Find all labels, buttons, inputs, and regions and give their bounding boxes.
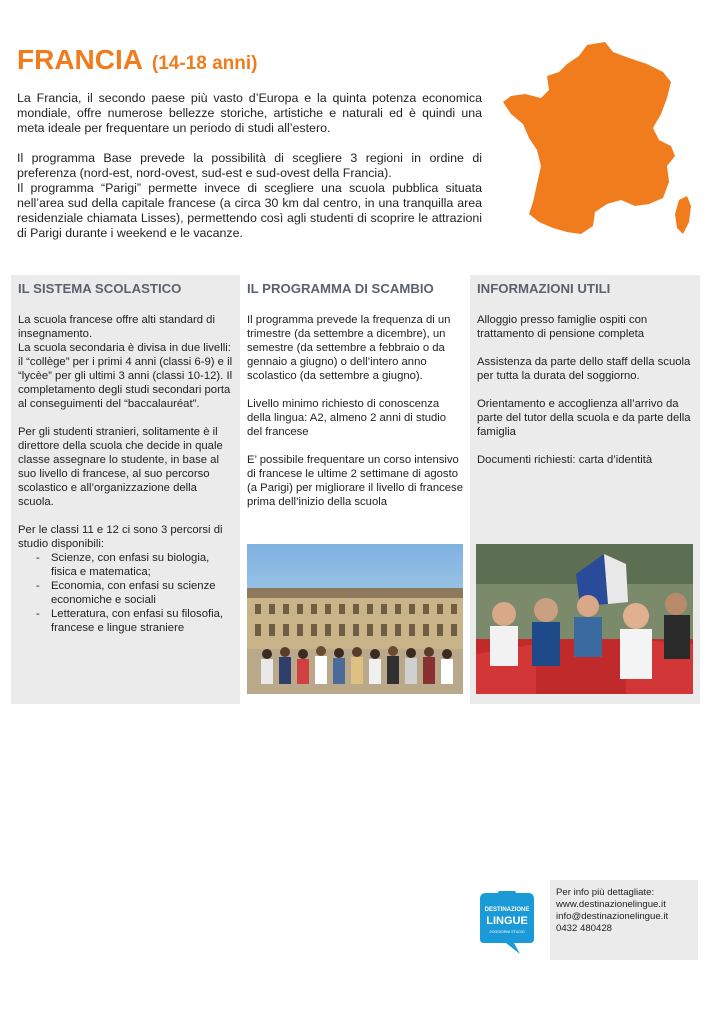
info-paragraph-2: Assistenza da parte dello staff della scuola per tutta la durata del soggiorno. [477,356,691,382]
info-paragraph-4: Documenti richiesti: carta d’identità [477,454,653,466]
page-title [17,40,257,77]
percorsi-list [18,551,233,635]
list-item: - Letteratura, con enfasi su filosofia, francese e lingue straniere [36,607,233,635]
contact-box [550,880,698,960]
sistema-paragraph-3: Per gli studenti stranieri, solitamente è il direttore della scuola che decide in quale classe assegnare lo studente, in base al suo livello di francese, al suo percorso scolastico e all’organizzazione della scuola. [18,426,223,508]
sistema-paragraph-1: La scuola francese offre alti standard di insegnamento. [18,314,215,340]
logo-text-2: LINGUE [486,915,528,927]
scambio-paragraph-3: E’ possibile frequentare un corso intensivo di francese le ultime 2 settimane di agosto (a Parigi) per migliorare il livello di francese prima dell’inizio della scuola [247,454,463,508]
sistema-paragraph-2: La scuola secondaria è divisa in due livelli: il “collège” per i primi 4 anni (classi 6-9) e il “lycèe” per gli ultimi 3 anni (classi 10-12). Il completamento degli studi secondari porta al conseguimenti del “baccalauréat”. [18,342,233,410]
heading-informazioni-utili: INFORMAZIONI UTILI [477,281,611,296]
intro-paragraph-2: Il programma Base prevede la possibilità di scegliere 3 regioni in ordine di preferenza (nord-est, nord-ovest, sud-est e sud-ovest della Francia). [17,151,482,180]
photo-versailles-group [247,544,463,694]
heading-sistema-scolastico: IL SISTEMA SCOLASTICO [18,281,182,296]
scambio-paragraph-2: Livello minimo richiesto di conoscenza della lingua: A2, almeno 2 anni di studio del francese [247,398,447,438]
contact-email-link[interactable]: info@destinazionelingue.it [556,911,669,922]
sistema-body [11,305,240,635]
contact-label: Per info più dettagliate: [556,887,655,898]
scambio-paragraph-1: Il programma prevede la frequenza di un trimestre (da settembre a dicembre), un semestre (da settembre a febbraio o da gennaio a giugno) o dell’intero anno scolastico (da settembre a giugno). [247,314,451,382]
contact-website-link[interactable]: www.destinazionelingue.it [556,899,666,910]
logo-text-3: SOGGIORNI STUDIO [489,930,525,934]
info-paragraph-1: Alloggio presso famiglie ospiti con trattamento di pensione completa [477,314,648,340]
title-age-range: (14-18 anni) [151,53,258,74]
info-paragraph-3: Orientamento e accoglienza all’arrivo da parte del tutor della scuola e da parte della famiglia [477,398,691,438]
intro-paragraph-1: La Francia, il secondo paese più vasto d’Europa e la quinta potenza economica mondiale, offre numerose bellezze storiche, artistiche e naturali ed è quindi una meta ideale per frequentare un periodo di studi all’estero. [17,91,482,135]
list-item: - Scienze, con enfasi su biologia, fisica e matematica; [36,551,233,579]
title-country: FRANCIA [17,44,143,75]
scambio-body [240,305,470,509]
contact-phone: 0432 480428 [556,923,613,934]
photo-boat-group [476,544,693,694]
info-body [470,305,700,467]
panel-programma-scambio [240,275,470,545]
intro-paragraph-3: Il programma “Parigi” permette invece di scegliere una scuola pubblica situata nell’area sud della capitale francese (a circa 30 km dal centro, in una tranquilla area residenziale chiamata Lisses), permettendo così agli studenti di scoprire le attrazioni di Parigi durante i weekend e le vacanze. [17,181,482,240]
destinazione-lingue-logo [478,891,536,955]
panel-sistema-scolastico [11,275,240,704]
sistema-paragraph-4: Per le classi 11 e 12 ci sono 3 percorsi di studio disponibili: [18,524,223,550]
france-map-icon [503,42,699,238]
intro-text [17,91,482,241]
list-item: - Economia, con enfasi su scienze economiche e sociali [36,579,233,607]
logo-text-1: DESTINAZIONE [484,907,530,913]
heading-programma-scambio: IL PROGRAMMA DI SCAMBIO [247,281,434,296]
